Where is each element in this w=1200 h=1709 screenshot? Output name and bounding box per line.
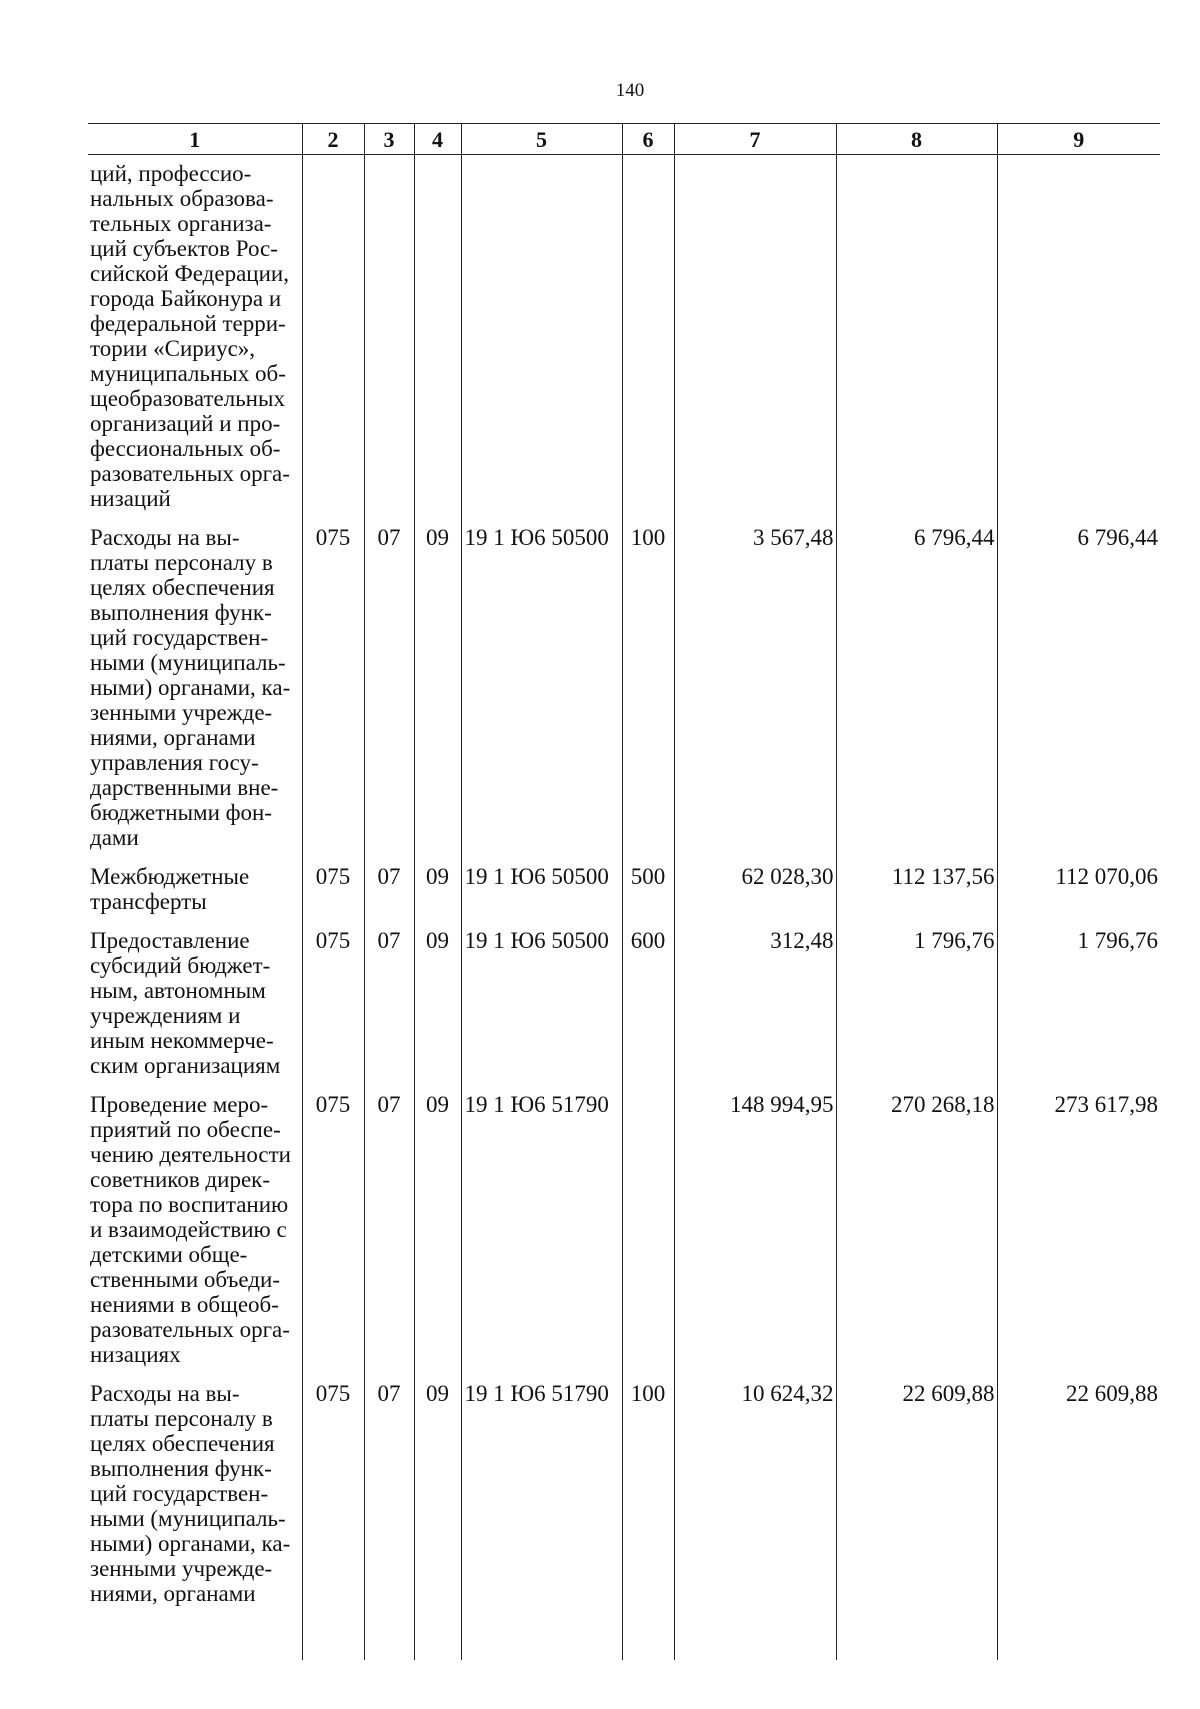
expense-name-line: зенными учрежде- <box>90 700 273 725</box>
cell-target-article: 19 1 Ю6 50500 <box>461 525 622 864</box>
cell-amount-col9: 112 070,06 <box>997 864 1160 928</box>
filler-cell <box>836 1620 997 1660</box>
expense-name-line: зенными учрежде- <box>90 1556 273 1581</box>
cell-amount-col8: 22 609,88 <box>836 1381 997 1620</box>
cell-grbs <box>302 155 364 526</box>
table-row-filler <box>88 1620 1160 1660</box>
expense-name-line: платы персоналу в <box>90 1406 273 1431</box>
cell-section: 07 <box>364 525 414 864</box>
expense-name-line: разовательных орга- <box>90 1317 290 1342</box>
budget-table <box>88 123 1160 1660</box>
table-row <box>88 525 1160 864</box>
filler-cell <box>414 1620 461 1660</box>
cell-subsection: 09 <box>414 864 461 928</box>
expense-name-line: учреждениям и <box>90 1003 241 1028</box>
cell-target-article: 19 1 Ю6 50500 <box>461 864 622 928</box>
expense-name-line: низаций <box>90 486 171 511</box>
cell-expense-name <box>88 1092 302 1381</box>
expense-name-line: нальных образова- <box>90 186 274 211</box>
expense-name-line: города Байконура и <box>90 286 282 311</box>
expense-name-line: ниями, органами <box>90 1581 256 1606</box>
table-body <box>88 155 1160 1661</box>
expense-name-line: трансферты <box>90 889 207 914</box>
cell-amount-col7: 312,48 <box>674 928 836 1092</box>
cell-amount-col8: 1 796,76 <box>836 928 997 1092</box>
cell-expense-name <box>88 525 302 864</box>
cell-expense-type: 500 <box>622 864 674 928</box>
expense-name-line: организаций и про- <box>90 411 281 436</box>
cell-expense-type: 100 <box>622 525 674 864</box>
column-header: 4 <box>414 124 461 155</box>
table-header <box>88 124 1160 155</box>
expense-name-line: федеральной терри- <box>90 311 286 336</box>
column-header: 5 <box>461 124 622 155</box>
cell-section <box>364 155 414 526</box>
cell-amount-col7: 62 028,30 <box>674 864 836 928</box>
expense-name-line: тельных организа- <box>90 211 272 236</box>
expense-name-line: муниципальных об- <box>90 361 286 386</box>
page-number: 140 <box>615 80 645 101</box>
cell-amount-col8: 112 137,56 <box>836 864 997 928</box>
expense-name-line: ций, профессио- <box>90 161 252 186</box>
cell-amount-col9: 273 617,98 <box>997 1092 1160 1381</box>
table-row <box>88 1381 1160 1620</box>
cell-subsection <box>414 155 461 526</box>
column-header: 3 <box>364 124 414 155</box>
filler-cell <box>461 1620 622 1660</box>
expense-name-line: Расходы на вы- <box>90 525 240 550</box>
cell-amount-col8: 270 268,18 <box>836 1092 997 1381</box>
expense-name-line: бюджетными фон- <box>90 800 273 825</box>
cell-expense-name <box>88 155 302 526</box>
expense-name-line: приятий по обеспе- <box>90 1117 281 1142</box>
expense-name-line: ными) органами, ка- <box>90 675 291 700</box>
expense-name-line: и взаимодействию с <box>90 1217 287 1242</box>
table-row <box>88 1092 1160 1381</box>
expense-name-line: сийской Федерации, <box>90 261 289 286</box>
expense-name-line: ными (муниципаль- <box>90 1506 286 1531</box>
cell-amount-col7 <box>674 155 836 526</box>
expense-name-line: Предоставление <box>90 928 250 953</box>
cell-amount-col9: 6 796,44 <box>997 525 1160 864</box>
filler-cell <box>88 1620 302 1660</box>
cell-target-article: 19 1 Ю6 50500 <box>461 928 622 1092</box>
cell-expense-type <box>622 155 674 526</box>
cell-target-article: 19 1 Ю6 51790 <box>461 1092 622 1381</box>
expense-name-line: ными (муниципаль- <box>90 650 286 675</box>
cell-amount-col7: 148 994,95 <box>674 1092 836 1381</box>
cell-expense-type <box>622 1092 674 1381</box>
cell-grbs: 075 <box>302 1381 364 1620</box>
cell-amount-col9: 22 609,88 <box>997 1381 1160 1620</box>
cell-expense-name <box>88 864 302 928</box>
expense-name-line: Расходы на вы- <box>90 1381 240 1406</box>
expense-name-line: Проведение меро- <box>90 1092 269 1117</box>
filler-cell <box>364 1620 414 1660</box>
expense-name-line: иным некоммерче- <box>90 1028 274 1053</box>
cell-amount-col9 <box>997 155 1160 526</box>
expense-name-line: выполнения функ- <box>90 1456 272 1481</box>
cell-expense-name <box>88 928 302 1092</box>
expense-name-line: советников дирек- <box>90 1167 270 1192</box>
cell-subsection: 09 <box>414 1092 461 1381</box>
filler-cell <box>302 1620 364 1660</box>
expense-name-line: ций государствен- <box>90 1481 269 1506</box>
cell-grbs: 075 <box>302 525 364 864</box>
expense-name-line: тора по воспитанию <box>90 1192 289 1217</box>
filler-cell <box>674 1620 836 1660</box>
table-row <box>88 155 1160 526</box>
cell-amount-col7: 3 567,48 <box>674 525 836 864</box>
cell-subsection: 09 <box>414 928 461 1092</box>
expense-name-line: чению деятельности <box>90 1142 291 1167</box>
column-header: 6 <box>622 124 674 155</box>
expense-name-line: ций субъектов Рос- <box>90 236 278 261</box>
expense-name-line: ниями, органами <box>90 725 256 750</box>
expense-name-line: ций государствен- <box>90 625 269 650</box>
cell-grbs: 075 <box>302 928 364 1092</box>
expense-name-line: ными) органами, ка- <box>90 1531 291 1556</box>
cell-expense-type: 100 <box>622 1381 674 1620</box>
expense-name-line: платы персоналу в <box>90 550 273 575</box>
cell-section: 07 <box>364 1092 414 1381</box>
expense-name-line: детскими обще- <box>90 1242 248 1267</box>
cell-section: 07 <box>364 864 414 928</box>
cell-grbs: 075 <box>302 1092 364 1381</box>
expense-name-line: нениями в общеоб- <box>90 1292 279 1317</box>
cell-subsection: 09 <box>414 1381 461 1620</box>
table-row <box>88 864 1160 928</box>
cell-amount-col9: 1 796,76 <box>997 928 1160 1092</box>
header-row <box>88 124 1160 155</box>
cell-section: 07 <box>364 1381 414 1620</box>
cell-target-article: 19 1 Ю6 51790 <box>461 1381 622 1620</box>
expense-name-line: целях обеспечения <box>90 1431 275 1456</box>
cell-subsection: 09 <box>414 525 461 864</box>
cell-amount-col8 <box>836 155 997 526</box>
cell-expense-type: 600 <box>622 928 674 1092</box>
cell-grbs: 075 <box>302 864 364 928</box>
expense-name-line: выполнения функ- <box>90 600 272 625</box>
cell-amount-col7: 10 624,32 <box>674 1381 836 1620</box>
expense-name-line: целях обеспечения <box>90 575 275 600</box>
column-header: 9 <box>997 124 1160 155</box>
table-row <box>88 928 1160 1092</box>
filler-cell <box>622 1620 674 1660</box>
expense-name-line: фессиональных об- <box>90 436 281 461</box>
expense-name-line: дарственными вне- <box>90 775 279 800</box>
expense-name-line: Межбюджетные <box>90 864 250 889</box>
expense-name-line: щеобразовательных <box>90 386 285 411</box>
expense-name-line: субсидий бюджет- <box>90 953 271 978</box>
column-header: 8 <box>836 124 997 155</box>
expense-name-line: ским организациям <box>90 1053 281 1078</box>
cell-target-article <box>461 155 622 526</box>
expense-name-line: ственными объеди- <box>90 1267 280 1292</box>
filler-cell <box>997 1620 1160 1660</box>
expense-name-line: разовательных орга- <box>90 461 290 486</box>
expense-name-line: дами <box>90 825 139 850</box>
column-header: 2 <box>302 124 364 155</box>
column-header: 1 <box>88 124 302 155</box>
expense-name-line: ным, автономным <box>90 978 266 1003</box>
cell-expense-name <box>88 1381 302 1620</box>
column-header: 7 <box>674 124 836 155</box>
expense-name-line: управления госу- <box>90 750 259 775</box>
expense-name-line: низациях <box>90 1342 181 1367</box>
cell-amount-col8: 6 796,44 <box>836 525 997 864</box>
cell-section: 07 <box>364 928 414 1092</box>
budget-table-frame <box>88 123 1160 1606</box>
expense-name-line: тории «Сириус», <box>90 336 256 361</box>
